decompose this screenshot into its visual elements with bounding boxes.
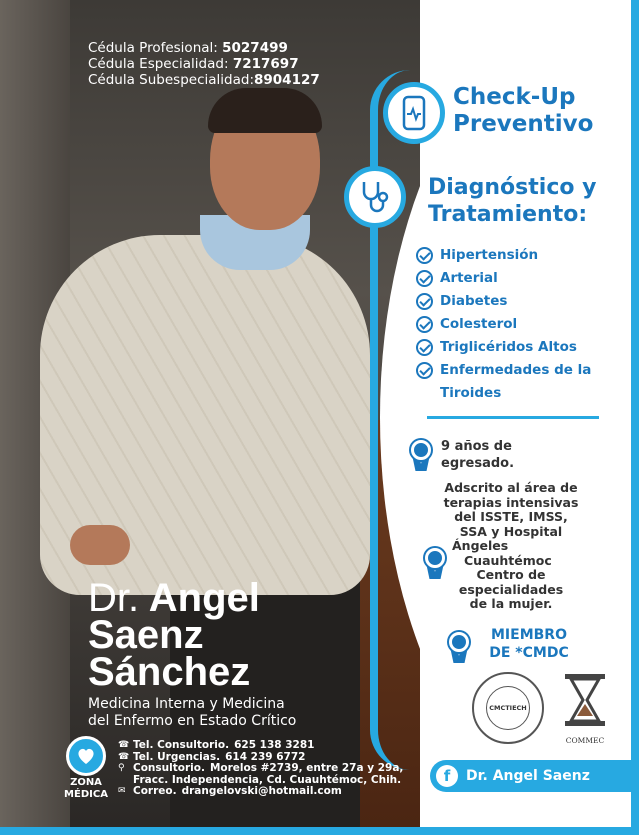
check-circle-icon [416,362,433,379]
check-circle-icon [416,293,433,310]
award-ribbon-icon [425,548,445,580]
phone-heartbeat-icon [383,82,445,144]
phone-icon: ☎ [118,740,130,750]
envelope-icon: ✉ [118,786,126,796]
facebook-label: Dr. Angel Saenz [466,768,590,784]
contact-row: ☎ Tel. Urgencias. 614 239 6772 [118,750,306,763]
commec-seal [560,672,610,744]
facebook-icon: f [436,765,458,787]
specialty-text: Medicina Interna y Medicina del Enfermo en Estado Crítico [88,696,297,729]
membership-text: MIEMBRO DE *CMDC [489,627,569,661]
photo-hand [70,525,130,565]
hourglass-icon [563,672,607,728]
doctor-name: Dr. Angel Saenz Sánchez [88,576,260,694]
checkup-title: Check-Up Preventivo [453,84,594,137]
list-item: Enfermedades de la [416,359,616,382]
contact-row: ✉ Correo. drangelovski@hotmail.com [118,785,342,797]
contact-row: ⚲ Consultorio. Morelos #2739, entre 27a y 29a, [118,762,404,774]
check-circle-icon [416,270,433,287]
commec-label: COMMEC [565,736,605,745]
stethoscope-icon [344,166,406,228]
facebook-link[interactable] [430,760,639,792]
edge-stripe [631,0,639,835]
heart-stethoscope-icon [66,736,106,776]
award-ribbon-icon [449,632,469,664]
list-item: Diabetes [416,290,616,313]
license-row: Cédula Especialidad: 7217697 [88,56,299,72]
contact-info [118,740,403,798]
section-divider [427,416,599,419]
email-link[interactable]: drangelovski@hotmail.com [181,785,342,797]
experience-text: 9 años de egresado. [441,439,515,471]
license-row: Cédula Profesional: 5027499 [88,40,288,56]
check-circle-icon [416,247,433,264]
photo-hair [208,88,322,133]
diagnosis-title: Diagnóstico y Tratamiento: [428,175,597,227]
license-numbers [88,40,320,88]
list-item: Colesterol [416,313,616,336]
license-row: Cédula Subespecialidad:8904127 [88,72,320,88]
check-circle-icon [416,316,433,333]
zona-medica-logo: ZONA MÉDICA [58,736,114,800]
contact-row: ☎ Tel. Consultorio. 625 138 3281 [118,739,315,751]
phone-icon: ☎ [118,751,130,762]
cmctiech-seal [472,672,544,744]
bottom-band [0,827,639,835]
address-line: Morelos #2739, entre 27a y 29a, [209,762,404,774]
address-line: Fracc. Independencia, Cd. Cuauhtémoc, Chih. [133,773,402,786]
award-ribbon-icon [411,440,431,472]
seal-center: CMCTIECH [486,686,530,730]
office-phone[interactable]: 625 138 3281 [234,739,315,751]
conditions-list [416,244,616,405]
list-item: Triglicéridos Altos [416,336,616,359]
location-pin-icon: ⚲ [118,763,125,773]
list-item: Arterial [416,267,616,290]
list-item-continuation: Tiroides [440,385,502,401]
list-item: Hipertensión [416,244,616,267]
emergency-phone[interactable]: 614 239 6772 [225,750,306,763]
check-circle-icon [416,339,433,356]
affiliation-text: Adscrito al área de terapias intensivas del ISSTE, IMSS, SSA y Hospital Ángeles Cuauhtémoc Centro de especialidades de la mujer. [443,480,579,611]
